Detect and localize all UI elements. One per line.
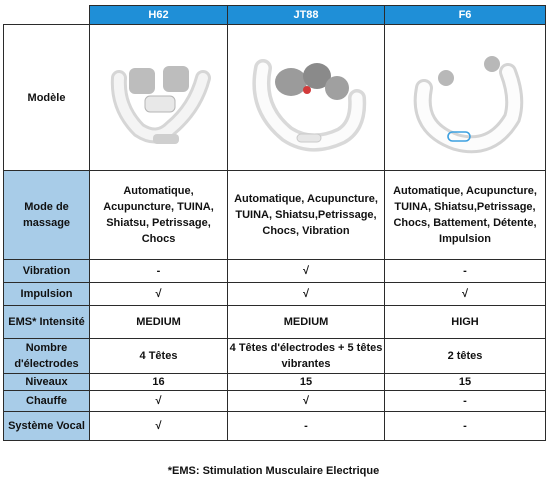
header-f6: F6 [385,6,546,25]
impulsion-f6: √ [385,283,546,306]
vibration-f6: - [385,260,546,283]
niveaux-label: Niveaux [4,374,90,391]
impulsion-jt88: √ [228,283,385,306]
chauffe-jt88: √ [228,391,385,412]
impulsion-h62: √ [90,283,228,306]
mode-f6: Automatique, Acupuncture, TUINA, Shiatsu,Petrissage, Chocs, Battement, Détente, Impulsion [385,171,546,260]
impulsion-row [4,283,546,306]
mode-h62: Automatique, Acupuncture, TUINA, Shiatsu, Petrissage, Chocs [90,171,228,260]
electrodes-jt88: 4 Têtes d'électrodes + 5 têtes vibrantes [228,339,385,374]
model-row [4,25,546,171]
niveaux-row [4,374,546,391]
vocal-label: Système Vocal [4,412,90,441]
niveaux-f6: 15 [385,374,546,391]
header-corner [4,6,90,25]
ems-h62: MEDIUM [90,306,228,339]
electrodes-label: Nombre d'électrodes [4,339,90,374]
mode-row [4,171,546,260]
ems-row [4,306,546,339]
chauffe-h62: √ [90,391,228,412]
vibration-jt88: √ [228,260,385,283]
header-jt88: JT88 [228,6,385,25]
f6-image-cell [385,25,546,171]
ems-footnote: *EMS: Stimulation Musculaire Electrique [167,465,380,477]
jt88-image-cell [228,25,385,171]
vibration-h62: - [90,260,228,283]
ems-jt88: MEDIUM [228,306,385,339]
vocal-h62: √ [90,412,228,441]
electrodes-f6: 2 têtes [385,339,546,374]
neck-massager-h62-image [99,38,219,158]
ems-label: EMS* Intensité [4,306,90,339]
chauffe-row [4,391,546,412]
electrodes-row [4,339,546,374]
vocal-jt88: - [228,412,385,441]
ems-f6: HIGH [385,306,546,339]
vibration-row [4,260,546,283]
neck-massager-jt88-image [241,38,371,158]
mode-jt88: Automatique, Acupuncture, TUINA, Shiatsu,Petrissage, Chocs, Vibration [228,171,385,260]
neck-massager-f6-image [400,38,530,158]
niveaux-h62: 16 [90,374,228,391]
chauffe-f6: - [385,391,546,412]
chauffe-label: Chauffe [4,391,90,412]
header-h62: H62 [90,6,228,25]
comparison-table [3,5,546,441]
vibration-label: Vibration [4,260,90,283]
model-label: Modèle [4,25,90,171]
vocal-row [4,412,546,441]
impulsion-label: Impulsion [4,283,90,306]
header-row [4,6,546,25]
electrodes-h62: 4 Têtes [90,339,228,374]
h62-image-cell [90,25,228,171]
mode-label: Mode de massage [4,171,90,260]
vocal-f6: - [385,412,546,441]
niveaux-jt88: 15 [228,374,385,391]
